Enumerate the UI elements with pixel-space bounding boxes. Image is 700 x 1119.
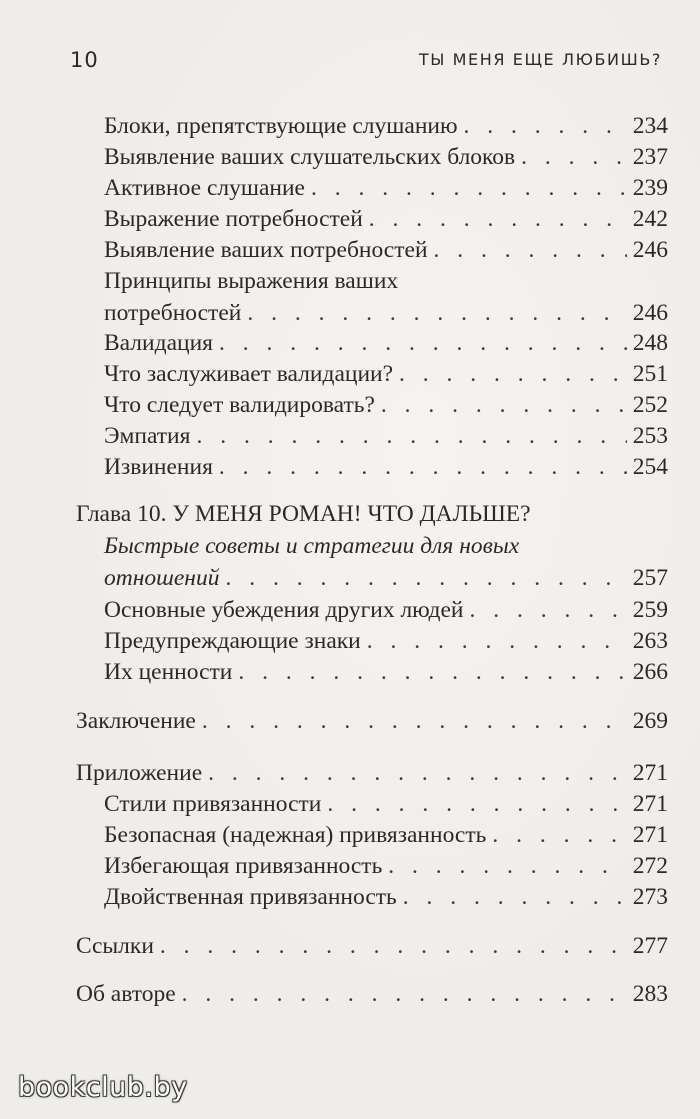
toc-entry-title: Активное слушание [104, 175, 305, 201]
toc-entry-page: 271 [632, 822, 668, 848]
toc-entry-title: Их ценности [104, 659, 233, 685]
toc-entry-page: 246 [632, 237, 668, 263]
toc-entry-title-line1: Быстрые советы и стратегии для новых [104, 533, 520, 559]
toc-entry-page: 271 [632, 760, 668, 786]
dot-leader [160, 930, 627, 962]
dot-leader [403, 881, 627, 913]
dot-leader [208, 757, 627, 789]
toc-entry-page: 234 [632, 113, 668, 139]
dot-leader [327, 788, 626, 820]
dot-leader [388, 850, 626, 882]
toc-entry [76, 757, 668, 789]
dot-leader [470, 594, 627, 626]
toc-entry-title: потребностей [104, 300, 242, 326]
toc-entry-page: 254 [632, 454, 668, 480]
toc-entry-page: 272 [632, 853, 668, 879]
toc-entry-title: Приложение [76, 760, 203, 786]
dot-leader [238, 656, 626, 688]
toc-entry-page: 263 [632, 628, 668, 654]
dot-leader [381, 389, 627, 421]
toc-entry [104, 625, 668, 657]
toc-entry-title: Ссылки [76, 933, 154, 959]
toc-entry-title: Безопасная (надежная) привязанность [104, 822, 487, 848]
toc-entry-page: 269 [632, 708, 668, 734]
dot-leader [219, 451, 627, 483]
dot-leader [492, 819, 626, 851]
toc-entry [104, 203, 668, 235]
toc-entry-page: 277 [632, 933, 668, 959]
toc-entry [104, 788, 668, 820]
toc-entry [104, 172, 668, 204]
toc-entry-page: 253 [632, 423, 668, 449]
dot-leader [225, 562, 626, 594]
toc-entry [104, 530, 668, 594]
toc-entry-title: отношений [104, 565, 220, 591]
toc-entry-title: Извинения [104, 454, 213, 480]
toc-entry-title: Что заслуживает валидации? [104, 361, 394, 387]
toc-entry-page: 246 [632, 300, 668, 326]
dot-leader [247, 297, 626, 329]
toc-entry-title: Блоки, препятствующие слушанию [104, 113, 458, 139]
toc-entry [104, 594, 668, 626]
toc-entry-page: 283 [632, 981, 668, 1007]
dot-leader [434, 234, 627, 266]
toc-entry-page: 252 [632, 392, 668, 418]
toc-entry-title: Заключение [76, 708, 196, 734]
toc-entry [76, 705, 668, 737]
toc-entry-title: Что следует валидировать? [104, 392, 375, 418]
toc-entry-page: 239 [632, 175, 668, 201]
dot-leader [219, 327, 627, 359]
toc-entry [104, 850, 668, 882]
dot-leader [196, 420, 626, 452]
toc-entry [104, 358, 668, 390]
toc-entry [104, 389, 668, 421]
toc-entry [104, 881, 668, 913]
toc-entry-title: Об авторе [76, 981, 176, 1007]
dot-leader [369, 203, 627, 235]
toc-entry-title: Эмпатия [104, 423, 191, 449]
toc-entry [104, 141, 668, 173]
toc-entry-title: Предупреждающие знаки [104, 628, 361, 654]
toc-entry [104, 819, 668, 851]
page-number: 10 [70, 48, 99, 72]
toc-entry-page: 271 [632, 791, 668, 817]
dot-leader [521, 141, 627, 173]
toc-entry [104, 234, 668, 266]
toc-entry-title: Валидация [104, 330, 213, 356]
toc-entry-page: 251 [632, 361, 668, 387]
dot-leader [399, 358, 627, 390]
toc-entry-title: Выявление ваших потребностей [104, 237, 428, 263]
toc-entry [104, 327, 668, 359]
toc-entry-title: Основные убеждения других людей [104, 597, 464, 623]
dot-leader [367, 625, 627, 657]
toc-entry-page: 237 [632, 144, 668, 170]
toc-entry [76, 978, 668, 1010]
toc-entry [104, 656, 668, 688]
toc-entry-page: 259 [632, 597, 668, 623]
toc-entry-title: Двойственная привязанность [104, 884, 397, 910]
dot-leader [202, 705, 627, 737]
toc-entry-page: 266 [632, 659, 668, 685]
toc-entry-title: Выявление ваших слушательских блоков [104, 144, 516, 170]
toc-chapter-heading [76, 498, 668, 530]
book-title: ТЫ МЕНЯ ЕЩЕ ЛЮБИШЬ? [418, 50, 662, 69]
toc-entry [76, 930, 668, 962]
toc-entry [104, 110, 668, 142]
toc-entry-title: Стили привязанности [104, 791, 322, 817]
toc-entry-page: 242 [632, 206, 668, 232]
toc-entry-title-line1: Принципы выражения ваших [104, 268, 399, 294]
toc-entry [104, 420, 668, 452]
toc-entry-page: 257 [632, 565, 668, 591]
toc-entry-title: Избегающая привязанность [104, 853, 383, 879]
toc-entry-page: 273 [632, 884, 668, 910]
toc-entry-title: Выражение потребностей [104, 206, 363, 232]
dot-leader [311, 172, 627, 204]
watermark: bookclub.by [18, 1072, 188, 1103]
running-head [70, 48, 662, 76]
toc-entry [104, 451, 668, 483]
toc-entry-page: 248 [632, 330, 668, 356]
chapter-title: Глава 10. У МЕНЯ РОМАН! ЧТО ДАЛЬШЕ? [76, 501, 531, 527]
dot-leader [182, 978, 627, 1010]
dot-leader [464, 110, 627, 142]
toc-entry [104, 265, 668, 329]
